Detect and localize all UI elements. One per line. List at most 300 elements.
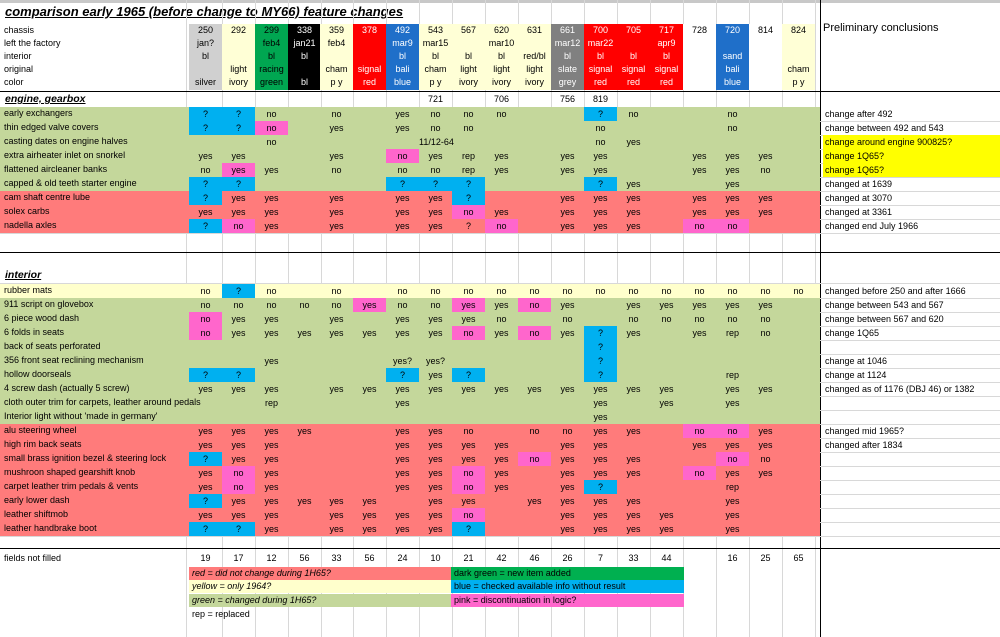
car-interior: bl bbox=[267, 51, 275, 61]
car-color: ivory bbox=[228, 77, 248, 87]
feature-cell: yes bbox=[494, 151, 509, 161]
feature-cell bbox=[518, 480, 551, 494]
row-line bbox=[0, 233, 1000, 234]
feature-cell: yes bbox=[593, 384, 608, 394]
car-chassis: 620 bbox=[493, 25, 510, 35]
conclusion bbox=[823, 508, 1000, 522]
conclusion: change after 492 bbox=[825, 109, 893, 119]
feature-cell: yes bbox=[593, 496, 608, 506]
feature-cell bbox=[518, 396, 551, 410]
feature-cell: no bbox=[463, 109, 474, 119]
feature-cell bbox=[189, 354, 222, 368]
feature-cell: yes bbox=[593, 510, 608, 520]
feature-cell: yes bbox=[494, 207, 509, 217]
feature-cell: ? bbox=[584, 177, 617, 191]
feature-cell: yes bbox=[222, 163, 255, 177]
fields-not-filled-count: 25 bbox=[760, 553, 771, 563]
feature-cell: rep bbox=[461, 165, 475, 175]
feature-cell: yes bbox=[297, 426, 312, 436]
feature-cell bbox=[782, 340, 815, 354]
feature-cell bbox=[353, 354, 386, 368]
header-label: interior bbox=[4, 51, 32, 61]
feature-cell: yes bbox=[593, 165, 608, 175]
feature-cell: yes bbox=[395, 468, 410, 478]
car-interior: bl bbox=[398, 51, 406, 61]
feature-cell: yes bbox=[395, 482, 410, 492]
legend-red: red = did not change during 1H65? bbox=[189, 567, 454, 580]
section-title-engine: engine, gearbox bbox=[5, 93, 86, 105]
feature-cell: no bbox=[463, 286, 474, 296]
feature-cell: yes bbox=[198, 510, 213, 520]
feature-cell bbox=[650, 368, 683, 382]
car-chassis: 250 bbox=[197, 25, 214, 35]
feature-cell: yes bbox=[395, 384, 410, 394]
feature-cell bbox=[452, 410, 485, 424]
engine-number: 756 bbox=[559, 94, 576, 104]
row-line bbox=[0, 536, 1000, 537]
feature-cell: ? bbox=[222, 368, 255, 382]
feature-cell bbox=[485, 354, 518, 368]
feature-cell: no bbox=[452, 205, 485, 219]
feature-label: leather handbrake boot bbox=[4, 523, 97, 533]
conclusion bbox=[823, 452, 1000, 466]
feature-cell: no bbox=[628, 314, 639, 324]
feature-cell: no bbox=[430, 109, 441, 119]
feature-cell: yes bbox=[362, 496, 377, 506]
feature-cell: no bbox=[694, 286, 705, 296]
conclusion: change 1Q65? bbox=[823, 149, 1000, 163]
feature-cell: no bbox=[331, 300, 342, 310]
conclusion: changed at 3361 bbox=[825, 207, 893, 217]
feature-cell: no bbox=[496, 286, 507, 296]
car-orig bbox=[683, 63, 716, 76]
car-interior bbox=[782, 50, 815, 63]
feature-cell: no bbox=[255, 121, 288, 135]
car-interior: bl bbox=[497, 51, 505, 61]
feature-cell: yes bbox=[428, 314, 443, 324]
feature-cell bbox=[485, 368, 518, 382]
feature-cell: ? bbox=[222, 107, 255, 121]
fields-not-filled-label: fields not filled bbox=[4, 553, 62, 563]
feature-cell bbox=[749, 219, 782, 233]
feature-cell: ? bbox=[452, 177, 485, 191]
feature-cell bbox=[782, 354, 815, 368]
feature-cell: yes bbox=[626, 524, 641, 534]
car-factory bbox=[353, 37, 386, 50]
feature-cell: yes bbox=[659, 398, 674, 408]
feature-cell bbox=[782, 121, 815, 135]
feature-cell bbox=[320, 368, 353, 382]
feature-cell: yes bbox=[428, 151, 443, 161]
feature-cell bbox=[353, 340, 386, 354]
feature-cell: no bbox=[452, 508, 485, 522]
feature-label: cloth outer trim for carpets, leather around pedals bbox=[4, 397, 201, 407]
feature-cell: no bbox=[496, 109, 507, 119]
feature-cell: yes bbox=[428, 426, 443, 436]
feature-cell bbox=[518, 177, 551, 191]
car-chassis: 717 bbox=[658, 25, 675, 35]
feature-cell bbox=[419, 340, 452, 354]
feature-cell: yes bbox=[725, 165, 740, 175]
feature-cell: yes bbox=[362, 384, 377, 394]
feature-cell bbox=[551, 354, 584, 368]
feature-cell: yes bbox=[626, 468, 641, 478]
feature-cell: yes bbox=[395, 398, 410, 408]
feature-cell bbox=[353, 368, 386, 382]
feature-cell: ? bbox=[452, 368, 485, 382]
car-orig: bali bbox=[725, 64, 740, 74]
feature-cell bbox=[749, 494, 782, 508]
feature-cell: no bbox=[595, 123, 606, 133]
feature-cell: no bbox=[760, 286, 771, 296]
feature-cell: no bbox=[189, 326, 222, 340]
feature-cell bbox=[485, 340, 518, 354]
feature-cell: yes bbox=[758, 440, 773, 450]
feature-cell bbox=[650, 121, 683, 135]
car-factory bbox=[782, 37, 815, 50]
car-color: red bbox=[626, 77, 640, 87]
feature-cell bbox=[353, 410, 386, 424]
feature-cell: ? bbox=[189, 494, 222, 508]
feature-cell: yes bbox=[659, 300, 674, 310]
feature-cell: rep bbox=[725, 370, 739, 380]
car-chassis: 661 bbox=[559, 25, 576, 35]
feature-cell bbox=[288, 107, 321, 121]
feature-cell: yes bbox=[659, 384, 674, 394]
car-chassis: 567 bbox=[460, 25, 477, 35]
feature-cell: no bbox=[562, 314, 573, 324]
conclusion: changed at 3070 bbox=[825, 193, 893, 203]
feature-cell bbox=[650, 452, 683, 466]
feature-cell: yes bbox=[560, 221, 575, 231]
feature-cell: yes bbox=[329, 510, 344, 520]
feature-label: carpet leather trim pedals & vents bbox=[4, 481, 139, 491]
car-chassis: 292 bbox=[230, 25, 247, 35]
feature-cell: no bbox=[496, 314, 507, 324]
feature-cell bbox=[749, 340, 782, 354]
feature-cell bbox=[288, 191, 321, 205]
feature-cell bbox=[650, 466, 683, 480]
car-interior: sand bbox=[722, 51, 743, 61]
feature-cell bbox=[683, 121, 716, 135]
feature-cell: yes bbox=[329, 524, 344, 534]
car-factory: jan21 bbox=[293, 38, 316, 48]
feature-cell bbox=[353, 107, 386, 121]
feature-cell bbox=[782, 163, 815, 177]
feature-cell bbox=[782, 424, 815, 438]
feature-cell: yes bbox=[428, 193, 443, 203]
conclusion bbox=[823, 494, 1000, 508]
feature-cell: yes bbox=[198, 426, 213, 436]
feature-cell: yes bbox=[758, 468, 773, 478]
feature-cell bbox=[782, 508, 815, 522]
feature-cell: ? bbox=[189, 452, 222, 466]
feature-cell: ? bbox=[584, 480, 617, 494]
car-interior: bl bbox=[431, 51, 439, 61]
feature-cell bbox=[551, 107, 584, 121]
feature-cell bbox=[683, 382, 716, 396]
feature-cell: yes bbox=[428, 384, 443, 394]
header-label: left the factory bbox=[4, 38, 61, 48]
feature-cell bbox=[320, 438, 353, 452]
feature-cell: yes bbox=[626, 207, 641, 217]
car-chassis: 631 bbox=[526, 25, 543, 35]
feature-label: early exchangers bbox=[4, 108, 73, 118]
feature-cell: no bbox=[485, 219, 518, 233]
feature-cell: yes bbox=[758, 151, 773, 161]
feature-cell bbox=[288, 382, 321, 396]
feature-cell: ? bbox=[222, 522, 255, 536]
feature-cell: no bbox=[661, 314, 672, 324]
feature-cell bbox=[320, 452, 353, 466]
feature-label: early lower dash bbox=[4, 495, 70, 505]
car-factory: mar9 bbox=[392, 38, 413, 48]
conclusion: change around engine 900825? bbox=[823, 135, 1000, 149]
feature-cell bbox=[189, 396, 222, 410]
legend-dark-green: dark green = new item added bbox=[451, 567, 684, 580]
feature-cell: no bbox=[694, 314, 705, 324]
feature-cell bbox=[782, 312, 815, 326]
feature-cell bbox=[518, 121, 551, 135]
feature-label: nadella axles bbox=[4, 220, 57, 230]
feature-cell: yes bbox=[264, 482, 279, 492]
feature-cell bbox=[485, 494, 518, 508]
feature-cell bbox=[749, 107, 782, 121]
car-interior bbox=[320, 50, 353, 63]
feature-cell bbox=[222, 410, 255, 424]
feature-cell bbox=[749, 480, 782, 494]
feature-cell bbox=[683, 368, 716, 382]
feature-cell bbox=[782, 410, 815, 424]
feature-cell bbox=[617, 368, 650, 382]
feature-label: mushroon shaped gearshift knob bbox=[4, 467, 136, 477]
feature-cell: no bbox=[200, 300, 211, 310]
feature-cell: 11/12-64 bbox=[419, 137, 454, 147]
car-orig: signal bbox=[621, 64, 646, 74]
car-chassis: 338 bbox=[296, 25, 313, 35]
feature-cell: no bbox=[386, 149, 419, 163]
fields-not-filled-count: 7 bbox=[597, 553, 603, 563]
feature-cell: yes bbox=[428, 496, 443, 506]
feature-cell bbox=[353, 191, 386, 205]
feature-cell: rep bbox=[725, 328, 739, 338]
feature-cell bbox=[617, 438, 650, 452]
feature-cell: rep bbox=[461, 151, 475, 161]
car-orig bbox=[189, 63, 222, 76]
feature-cell: yes bbox=[461, 496, 476, 506]
feature-cell: ? bbox=[189, 522, 222, 536]
feature-cell: no bbox=[529, 426, 540, 436]
fields-not-filled-count: 24 bbox=[397, 553, 408, 563]
feature-cell bbox=[650, 205, 683, 219]
feature-cell: yes bbox=[758, 426, 773, 436]
feature-cell: yes bbox=[461, 314, 476, 324]
feature-cell bbox=[288, 396, 321, 410]
feature-cell: yes bbox=[494, 468, 509, 478]
feature-cell bbox=[584, 312, 617, 326]
feature-cell bbox=[518, 163, 551, 177]
feature-cell bbox=[782, 107, 815, 121]
feature-cell: no bbox=[397, 165, 408, 175]
car-factory bbox=[617, 37, 650, 50]
feature-cell: yes bbox=[264, 496, 279, 506]
feature-cell: ? bbox=[584, 340, 617, 354]
car-interior: bl bbox=[201, 51, 209, 61]
feature-cell: no bbox=[716, 452, 749, 466]
feature-cell: no bbox=[683, 219, 716, 233]
feature-cell: ? bbox=[452, 522, 485, 536]
feature-label: small brass ignition bezel & steering lock bbox=[4, 453, 167, 463]
feature-cell bbox=[288, 452, 321, 466]
feature-cell bbox=[288, 163, 321, 177]
fields-not-filled-count: 56 bbox=[364, 553, 375, 563]
feature-cell bbox=[749, 508, 782, 522]
engine-number: 819 bbox=[592, 94, 609, 104]
feature-cell: yes bbox=[231, 328, 246, 338]
feature-cell: yes bbox=[494, 482, 509, 492]
feature-cell: yes bbox=[593, 468, 608, 478]
feature-cell bbox=[782, 149, 815, 163]
header-label: chassis bbox=[4, 25, 35, 35]
car-chassis: 492 bbox=[394, 25, 411, 35]
feature-cell: yes bbox=[362, 510, 377, 520]
feature-cell: yes bbox=[329, 207, 344, 217]
feature-cell bbox=[255, 410, 288, 424]
feature-cell: no bbox=[222, 480, 255, 494]
feature-cell bbox=[518, 312, 551, 326]
car-orig: racing bbox=[259, 64, 284, 74]
feature-cell: yes bbox=[264, 328, 279, 338]
feature-cell: yes bbox=[452, 298, 485, 312]
feature-cell: no bbox=[463, 123, 474, 133]
feature-cell bbox=[551, 340, 584, 354]
car-factory: feb4 bbox=[327, 38, 346, 48]
feature-cell: yes bbox=[362, 524, 377, 534]
feature-cell bbox=[683, 177, 716, 191]
feature-cell: yes? bbox=[425, 356, 445, 366]
feature-cell bbox=[650, 163, 683, 177]
feature-cell bbox=[452, 340, 485, 354]
feature-cell: yes bbox=[593, 207, 608, 217]
feature-cell bbox=[320, 354, 353, 368]
conclusion: changed as of 1176 (DBJ 46) or 1382 bbox=[825, 384, 975, 394]
car-orig: slate bbox=[557, 64, 577, 74]
car-orig: cham bbox=[325, 64, 348, 74]
car-factory: mar15 bbox=[422, 38, 449, 48]
feature-cell: yes bbox=[231, 454, 246, 464]
feature-cell: yes bbox=[494, 300, 509, 310]
feature-cell bbox=[485, 522, 518, 536]
feature-cell: yes bbox=[329, 151, 344, 161]
feature-cell bbox=[650, 326, 683, 340]
feature-cell: ? bbox=[584, 326, 617, 340]
feature-cell: ? bbox=[189, 219, 222, 233]
feature-cell: yes bbox=[353, 298, 386, 312]
feature-cell bbox=[419, 396, 452, 410]
feature-cell: yes bbox=[593, 524, 608, 534]
car-factory bbox=[222, 37, 255, 50]
feature-cell: no bbox=[628, 109, 639, 119]
feature-cell: yes bbox=[461, 440, 476, 450]
feature-cell bbox=[288, 368, 321, 382]
feature-cell bbox=[485, 135, 518, 149]
feature-label: cam shaft centre lube bbox=[4, 192, 91, 202]
feature-cell: yes bbox=[395, 109, 410, 119]
feature-cell bbox=[518, 354, 551, 368]
fields-not-filled-count: 65 bbox=[793, 553, 804, 563]
feature-cell: yes bbox=[725, 300, 740, 310]
feature-cell: yes bbox=[395, 440, 410, 450]
feature-cell bbox=[617, 410, 650, 424]
section-title-interior: interior bbox=[5, 269, 42, 281]
feature-cell: yes bbox=[198, 440, 213, 450]
feature-cell bbox=[288, 177, 321, 191]
feature-cell: yes bbox=[264, 207, 279, 217]
feature-cell: no bbox=[189, 312, 222, 326]
feature-cell: yes bbox=[329, 221, 344, 231]
car-interior bbox=[353, 50, 386, 63]
feature-cell: no bbox=[727, 314, 738, 324]
feature-cell bbox=[683, 354, 716, 368]
feature-cell bbox=[288, 410, 321, 424]
feature-cell bbox=[617, 149, 650, 163]
feature-label: alu steering wheel bbox=[4, 425, 77, 435]
footer-divider bbox=[0, 548, 1000, 549]
conclusion: change between 492 and 543 bbox=[825, 123, 944, 133]
feature-cell: yes bbox=[560, 510, 575, 520]
feature-cell: yes bbox=[264, 524, 279, 534]
car-interior bbox=[683, 50, 716, 63]
legend-rep: rep = replaced bbox=[192, 609, 250, 619]
feature-cell: no bbox=[430, 165, 441, 175]
feature-cell bbox=[749, 354, 782, 368]
feature-cell: yes bbox=[527, 496, 542, 506]
car-interior bbox=[749, 50, 782, 63]
feature-cell: no bbox=[661, 286, 672, 296]
car-color: red bbox=[593, 77, 607, 87]
feature-cell bbox=[716, 135, 749, 149]
feature-cell: no bbox=[200, 165, 211, 175]
feature-cell bbox=[255, 177, 288, 191]
feature-cell bbox=[683, 480, 716, 494]
feature-cell: ? bbox=[222, 284, 255, 298]
feature-cell bbox=[584, 298, 617, 312]
fields-not-filled-count: 46 bbox=[529, 553, 540, 563]
feature-cell bbox=[452, 354, 485, 368]
feature-cell: yes bbox=[329, 123, 344, 133]
conclusion: change 1Q65? bbox=[823, 163, 1000, 177]
car-color: blue bbox=[723, 77, 741, 87]
car-color: ivory bbox=[491, 77, 511, 87]
feature-label: 911 script on glovebox bbox=[4, 299, 94, 309]
feature-cell: no bbox=[793, 286, 804, 296]
feature-cell bbox=[288, 480, 321, 494]
feature-cell: yes bbox=[725, 207, 740, 217]
feature-cell: no bbox=[331, 165, 342, 175]
feature-cell: yes bbox=[231, 207, 246, 217]
feature-cell bbox=[650, 410, 683, 424]
feature-cell bbox=[222, 340, 255, 354]
feature-cell bbox=[222, 135, 255, 149]
feature-cell: yes bbox=[659, 524, 674, 534]
feature-cell bbox=[386, 410, 419, 424]
feature-cell bbox=[485, 410, 518, 424]
feature-cell: no bbox=[266, 300, 277, 310]
feature-cell: ? bbox=[189, 177, 222, 191]
car-interior bbox=[222, 50, 255, 63]
feature-cell: no bbox=[628, 286, 639, 296]
feature-cell bbox=[782, 480, 815, 494]
